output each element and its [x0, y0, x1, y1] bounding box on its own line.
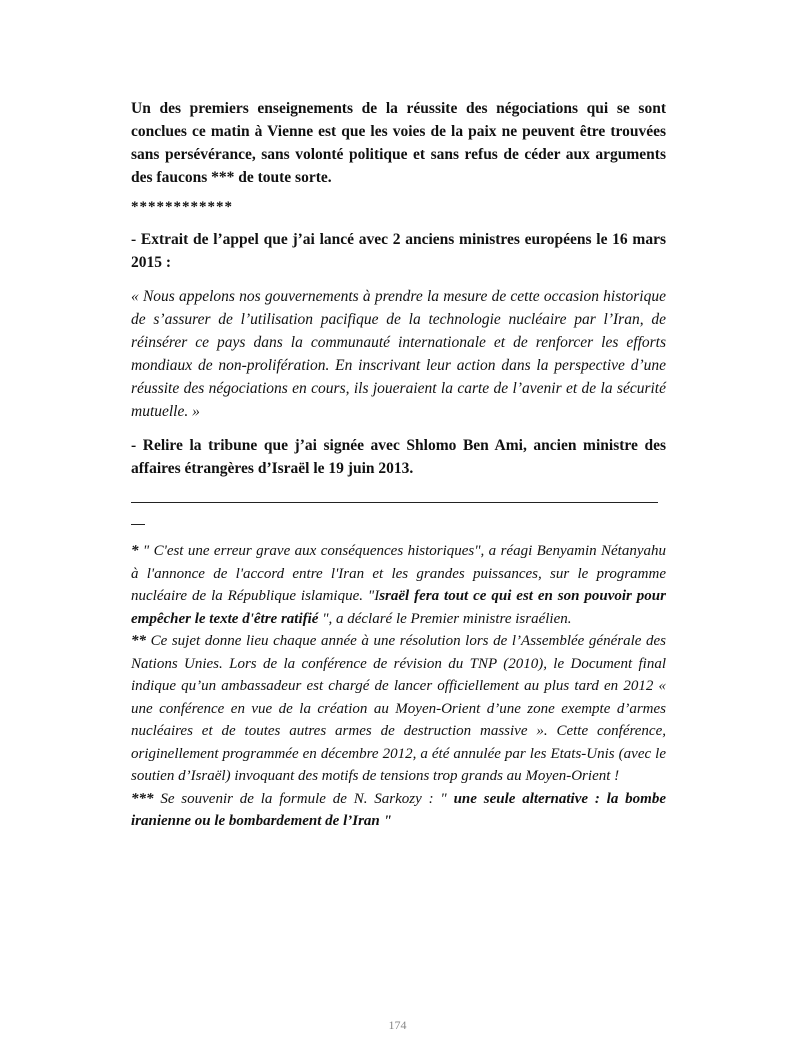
footnote-3 [131, 788, 666, 833]
footnote-1-text-b: ", a déclaré le Premier ministre israélien. [318, 610, 572, 627]
footnote-3-tail: " [379, 813, 392, 829]
page-body [131, 97, 666, 833]
footnote-3-text: Se souvenir de la formule de N. Sarkozy : " [153, 790, 454, 807]
footnote-2-text: Ce sujet donne lieu chaque année à une résolution lors de l’Assemblée générale des Nations Unies. Lors de la conférence de révision du TNP (2010), le Document final indique qu’un ambassadeur est chargé de lancer officiellement au plus tard en 2012 « une conférence en vue de la création au Moyen-Orient d’une zone exempte d’armes nucléaires et de toutes autres armes de destruction massive ». Cette conférence, originellement programmée en décembre 2012, a été annulée par les Etats-Unis (avec le soutien d’Israël) invoquant des motifs de tensions trop grands au Moyen-Orient ! [131, 633, 666, 784]
footnote-3-bold: une seule alternative : la bombe iranienne ou le bombardement de l’Iran [131, 790, 666, 829]
stars-separator: ************ [131, 199, 233, 215]
footnote-rule [131, 502, 658, 503]
footnote-1 [131, 540, 666, 630]
page-number: 174 [388, 1018, 407, 1032]
footnote-2-marker: ** [131, 633, 146, 649]
footnote-3-marker: *** [131, 790, 154, 807]
appeal-quote: « Nous appelons nos gouvernements à prendre la mesure de cette occasion historique de s’assurer de l’utilisation pacifique de la technologie nucléaire par l’Iran, de réinsérer ce pays dans la communauté internationale et de renforcer les efforts mondiaux de non-prolifération. En inscrivant leur action dans la perspective d’une réussite des négociations en cours, ils joueraient la carte de l’avenir et de la sécurité mutuelle. » [131, 288, 666, 420]
extract-heading: - Extrait de l’appel que j’ai lancé avec 2 anciens ministres européens le 16 mars 2015 : [131, 231, 666, 271]
footnote-separator [131, 480, 666, 540]
footnote-2 [131, 630, 666, 788]
reread-heading: - Relire la tribune que j’ai signée avec Shlomo Ben Ami, ancien ministre des affaires étrangères d’Israël le 19 juin 2013. [131, 437, 666, 477]
footnote-1-text-a: " C'est une erreur grave aux conséquences historiques", a réagi Benyamin Nétanyahu à l'annonce de l'accord entre l'Iran et les grandes puissances, sur le programme nucléaire de la République islamique. "I [131, 543, 667, 604]
intro-paragraph: Un des premiers enseignements de la réussite des négociations qui se sont conclues ce matin à Vienne est que les voies de la paix ne peuvent être trouvées sans persévérance, sans volonté politique et sans refus de céder aux arguments des faucons *** de toute sorte. [131, 100, 666, 186]
footnote-1-marker: * [131, 543, 143, 559]
footnote-rule-tail [131, 524, 145, 525]
footnote-1-bold: sraël fera tout ce qui est en son pouvoir pour empêcher le texte d'être ratifié [131, 588, 666, 627]
